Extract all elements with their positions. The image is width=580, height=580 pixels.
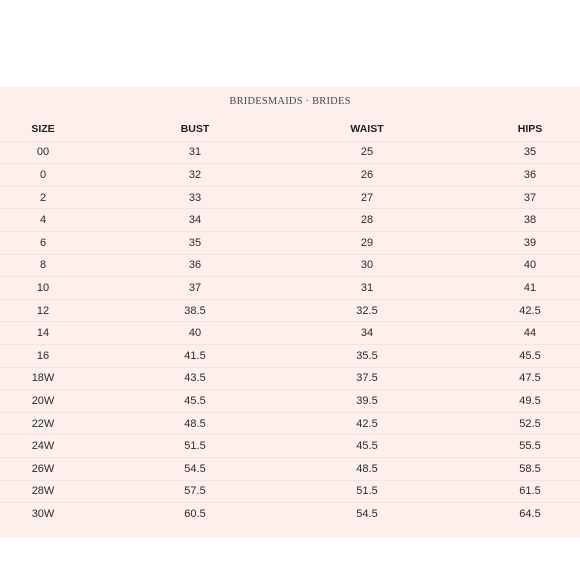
cell-bust: 57.5: [184, 485, 206, 498]
table-row: [0, 141, 580, 164]
header-bust: BUST: [180, 123, 210, 136]
cell-waist: 29: [360, 236, 374, 249]
size-chart: [0, 87, 580, 538]
cell-waist: 30: [360, 259, 374, 272]
table-row: [0, 321, 580, 344]
cell-size: 4: [39, 214, 47, 227]
table-row: [0, 299, 580, 322]
cell-hips: 42.5: [519, 304, 541, 317]
cell-size: 00: [36, 146, 50, 159]
table-row: [0, 276, 580, 299]
cell-bust: 43.5: [184, 372, 206, 385]
chart-title: BRIDESMAIDS · BRIDES: [229, 96, 351, 107]
cell-size: 12: [36, 304, 50, 317]
cell-waist: 54.5: [356, 507, 378, 520]
cell-size: 26W: [31, 462, 55, 475]
cell-waist: 51.5: [356, 485, 378, 498]
table-row: [0, 389, 580, 412]
table-row: [0, 367, 580, 390]
cell-size: 8: [39, 259, 47, 272]
cell-bust: 36: [188, 259, 202, 272]
cell-waist: 32.5: [356, 304, 378, 317]
cell-waist: 37.5: [356, 372, 378, 385]
cell-waist: 26: [360, 168, 374, 181]
cell-size: 0: [39, 168, 47, 181]
table-row: [0, 412, 580, 435]
table-row: [0, 231, 580, 254]
cell-waist: 34: [360, 327, 374, 340]
cell-hips: 47.5: [519, 372, 541, 385]
cell-bust: 35: [188, 236, 202, 249]
header-waist: WAIST: [350, 123, 384, 136]
cell-bust: 31: [188, 146, 202, 159]
cell-bust: 34: [188, 214, 202, 227]
table-row: [0, 434, 580, 457]
cell-size: 24W: [31, 440, 55, 453]
cell-waist: 45.5: [356, 440, 378, 453]
cell-hips: 64.5: [519, 507, 541, 520]
cell-hips: 35: [523, 146, 537, 159]
cell-bust: 37: [188, 281, 202, 294]
table-row: [0, 502, 580, 525]
cell-size: 16: [36, 349, 50, 362]
table-header-row: [0, 118, 580, 141]
table-row: [0, 254, 580, 277]
cell-bust: 40: [188, 327, 202, 340]
cell-bust: 33: [188, 191, 202, 204]
cell-bust: 60.5: [184, 507, 206, 520]
cell-waist: 28: [360, 214, 374, 227]
cell-size: 6: [39, 236, 47, 249]
cell-size: 2: [39, 191, 47, 204]
cell-bust: 32: [188, 168, 202, 181]
cell-waist: 48.5: [356, 462, 378, 475]
cell-hips: 58.5: [519, 462, 541, 475]
cell-hips: 52.5: [519, 417, 541, 430]
cell-hips: 41: [523, 281, 537, 294]
cell-size: 10: [36, 281, 50, 294]
cell-hips: 36: [523, 168, 537, 181]
table-row: [0, 163, 580, 186]
cell-hips: 38: [523, 214, 537, 227]
cell-waist: 27: [360, 191, 374, 204]
cell-bust: 48.5: [184, 417, 206, 430]
cell-hips: 39: [523, 236, 537, 249]
cell-bust: 41.5: [184, 349, 206, 362]
table-row: [0, 344, 580, 367]
cell-waist: 35.5: [356, 349, 378, 362]
cell-size: 22W: [31, 417, 55, 430]
cell-waist: 39.5: [356, 394, 378, 407]
cell-waist: 25: [360, 146, 374, 159]
cell-bust: 54.5: [184, 462, 206, 475]
cell-waist: 31: [360, 281, 374, 294]
cell-hips: 45.5: [519, 349, 541, 362]
table-row: [0, 208, 580, 231]
cell-size: 18W: [31, 372, 55, 385]
cell-size: 28W: [31, 485, 55, 498]
cell-hips: 49.5: [519, 394, 541, 407]
table-row: [0, 480, 580, 503]
header-size: SIZE: [31, 123, 55, 136]
table-row: [0, 186, 580, 209]
cell-size: 30W: [31, 507, 55, 520]
cell-bust: 38.5: [184, 304, 206, 317]
cell-hips: 61.5: [519, 485, 541, 498]
cell-bust: 51.5: [184, 440, 206, 453]
header-hips: HIPS: [517, 123, 543, 136]
cell-hips: 40: [523, 259, 537, 272]
cell-bust: 45.5: [184, 394, 206, 407]
cell-size: 20W: [31, 394, 55, 407]
cell-hips: 55.5: [519, 440, 541, 453]
cell-hips: 44: [523, 327, 537, 340]
cell-hips: 37: [523, 191, 537, 204]
table-row: [0, 457, 580, 480]
size-table: [0, 118, 580, 525]
cell-size: 14: [36, 327, 50, 340]
cell-waist: 42.5: [356, 417, 378, 430]
